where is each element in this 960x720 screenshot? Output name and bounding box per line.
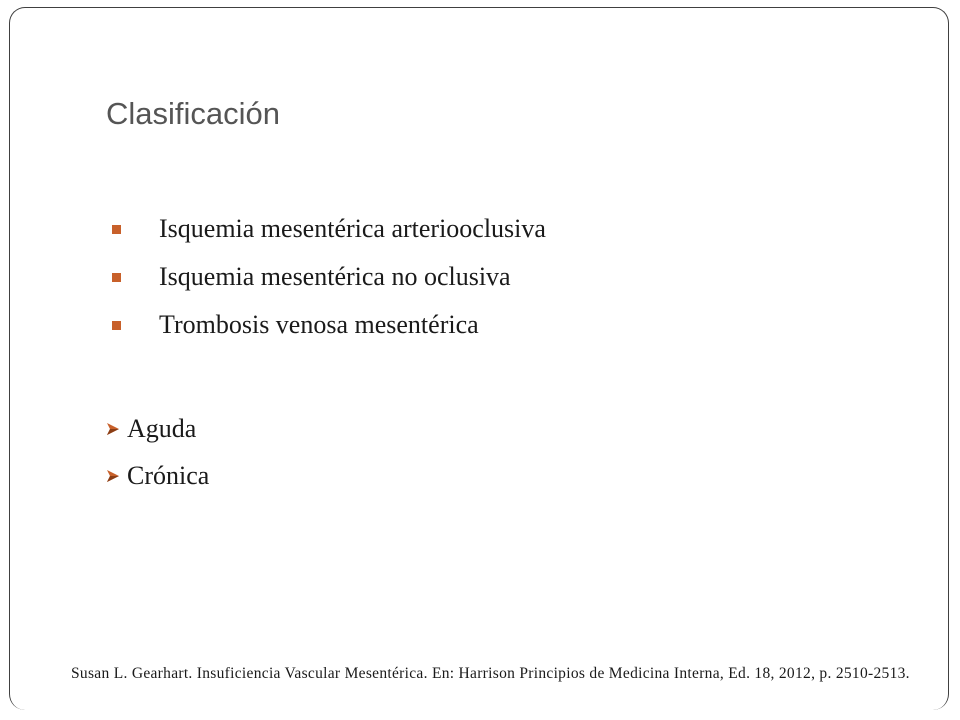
subitem-list	[106, 405, 209, 499]
bullet-label: Trombosis venosa mesentérica	[159, 310, 479, 339]
list-item	[108, 205, 546, 253]
list-item	[106, 405, 209, 452]
square-bullet-icon	[112, 273, 121, 282]
bullet-label: Isquemia mesentérica arteriooclusiva	[159, 214, 546, 243]
list-item	[108, 253, 546, 301]
bullet-list	[108, 205, 546, 349]
bullet-label: Isquemia mesentérica no oclusiva	[159, 262, 511, 291]
citation: Susan L. Gearhart. Insuficiencia Vascular Mesentérica. En: Harrison Principios de Medicina Interna, Ed. 18, 2012, p. 2510-2513.	[71, 665, 910, 682]
square-bullet-icon	[112, 225, 121, 234]
subitem-label: Crónica	[127, 460, 210, 490]
arrow-bullet-icon	[106, 422, 120, 436]
list-item	[108, 301, 546, 349]
list-item	[106, 452, 209, 499]
arrow-bullet-icon	[106, 469, 120, 483]
square-bullet-icon	[112, 321, 121, 330]
slide-title: Clasificación	[106, 96, 281, 131]
subitem-label: Aguda	[127, 413, 197, 443]
